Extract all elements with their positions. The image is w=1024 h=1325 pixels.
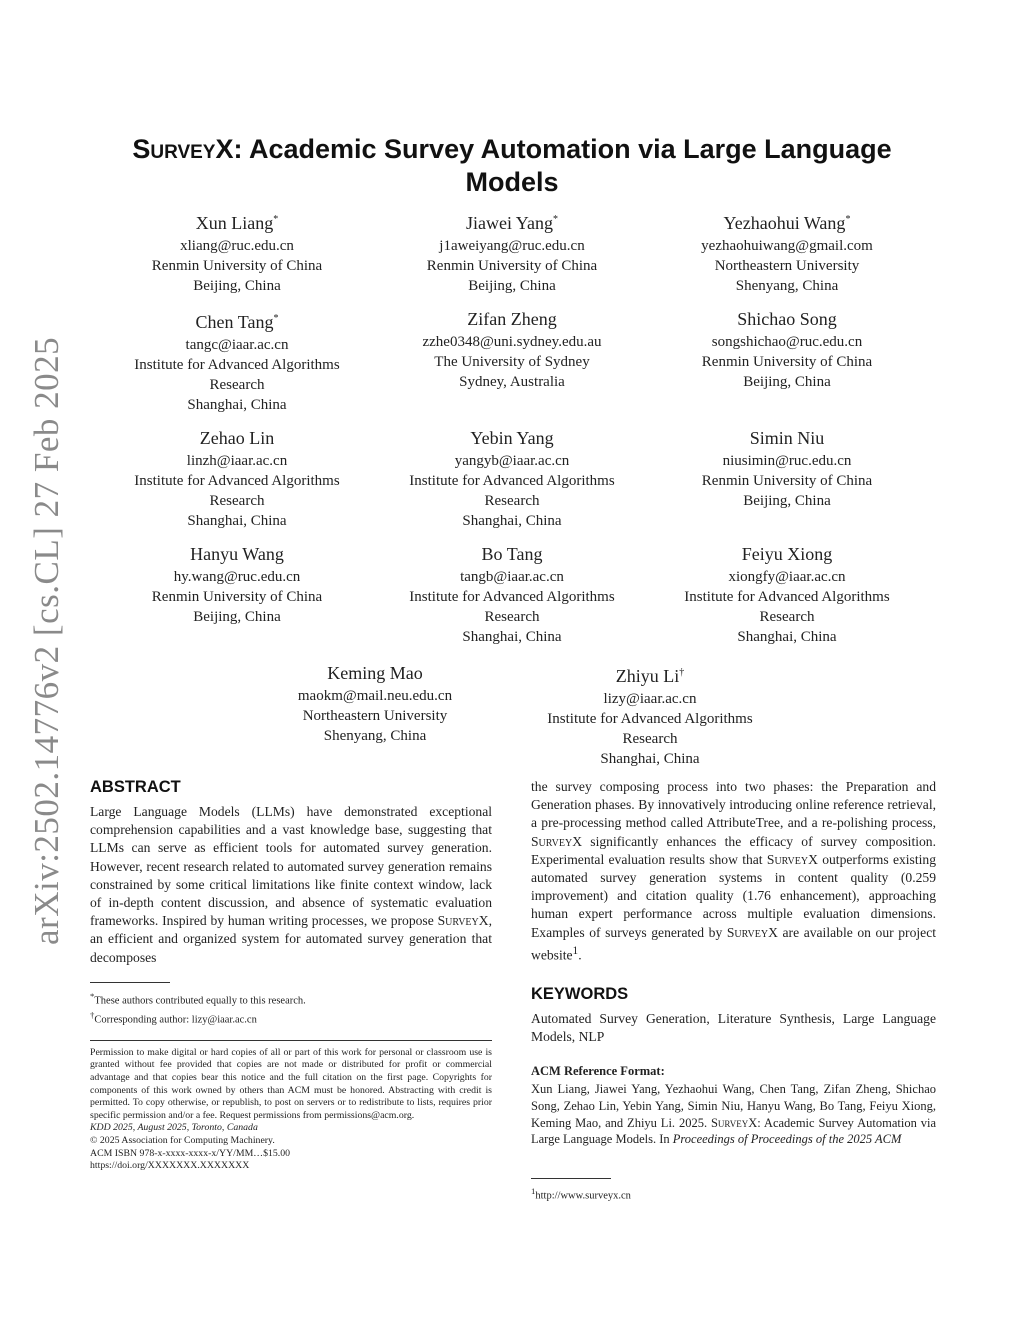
author-email: xliang@ruc.edu.cn (180, 238, 294, 254)
author-affiliation-cont: Research (622, 731, 678, 747)
author-mark: * (553, 214, 558, 225)
author-location: Shanghai, China (737, 629, 837, 645)
author-location: Beijing, China (193, 609, 281, 625)
author-email: j1aweiyang@ruc.edu.cn (439, 238, 585, 254)
acm-ref-text (531, 1081, 936, 1148)
footnote-mark: * (90, 990, 95, 1001)
author-block (652, 541, 922, 647)
author-block (652, 425, 922, 531)
doi-link[interactable]: https://doi.org/XXXXXXX.XXXXXXX (90, 1160, 250, 1172)
keywords-text: Automated Survey Generation, Literature Synthesis, Large Language Models, NLP (531, 1010, 936, 1044)
acm-ref-part: : Academic Survey Automation via Large Language Models. In (531, 1115, 936, 1147)
abstract-text-part: the survey composing process into two phases: the Preparation and Generation phases. By innovatively introducing online reference retrieval, a pre-processing method called AttributeTree, and a re-polishing process, (531, 779, 936, 831)
author-affiliation: Renmin University of China (426, 258, 598, 274)
author-email: lizy@iaar.ac.cn (603, 691, 697, 707)
abstract-brand: SurveyX (437, 913, 489, 929)
abstract-text-part: are available on our project website (531, 924, 936, 963)
conference-line: KDD 2025, August 2025, Toronto, Canada (90, 1122, 258, 1134)
author-email: hy.wang@ruc.edu.cn (173, 569, 301, 585)
author-name: Zifan Zheng (467, 309, 557, 329)
author-location: Shanghai, China (600, 751, 700, 767)
author-name: Bo Tang (481, 544, 543, 564)
author-affiliation: Institute for Advanced Algorithms (547, 711, 753, 727)
author-affiliation: Northeastern University (714, 258, 860, 274)
copyright-line: © 2025 Association for Computing Machinery. (90, 1134, 275, 1146)
authors-grid (102, 207, 922, 647)
author-name: Feiyu Xiong (741, 544, 833, 564)
title-brand: SurveyX (132, 134, 234, 164)
footnote-ref[interactable]: 1 (572, 944, 579, 957)
author-location: Beijing, China (193, 278, 281, 294)
abstract-text-part: . (578, 947, 582, 963)
footnote-mark: † (90, 1010, 95, 1021)
abstract-text-part: significantly enhances the efficacy of survey composition. Experimental evaluation results show that (531, 833, 936, 867)
author-email: linzh@iaar.ac.cn (186, 453, 288, 469)
author-name: Zhiyu Li (615, 666, 680, 686)
footnote-mark: 1 (531, 1186, 536, 1197)
abstract-text (90, 803, 492, 967)
authors-last-row (240, 660, 790, 769)
author-affiliation: Renmin University of China (701, 354, 873, 370)
abstract-continuation (531, 778, 936, 965)
abstract-heading: ABSTRACT (90, 778, 181, 796)
author-affiliation: The University of Sydney (434, 354, 590, 370)
abstract-brand: SurveyX (766, 851, 818, 867)
author-block (102, 541, 372, 647)
abstract-brand: SurveyX (531, 833, 583, 849)
author-affiliation: Renmin University of China (151, 589, 323, 605)
author-location: Shenyang, China (735, 278, 839, 294)
footnote-url (531, 1184, 936, 1204)
author-name: Zehao Lin (199, 428, 275, 448)
author-location: Shanghai, China (187, 397, 287, 413)
footnote-rule (90, 982, 170, 983)
author-block (652, 207, 922, 296)
author-block (102, 207, 372, 296)
author-email: yezhaohuiwang@gmail.com (701, 238, 873, 254)
author-affiliation: Institute for Advanced Algorithms (409, 589, 615, 605)
author-affiliation-cont: Research (484, 493, 540, 509)
author-email: maokm@mail.neu.edu.cn (297, 688, 453, 704)
author-block (372, 207, 652, 296)
author-affiliation-cont: Research (759, 609, 815, 625)
acm-ref-venue: Proceedings of Proceedings of the 2025 ACM (672, 1132, 902, 1147)
abstract-brand: SurveyX (726, 924, 778, 940)
author-mark: * (273, 214, 279, 225)
footnote-rule (531, 1178, 611, 1179)
arxiv-identifier: arXiv:2502.14776v2 [cs.CL] 27 Feb 2025 (27, 336, 66, 945)
acm-ref-part: Xun Liang, Jiawei Yang, Yezhaohui Wang, Chen Tang, Zifan Zheng, Shichao Song, Zehao Lin, Yebin Yang, Simin Niu, Hanyu Wang, Bo Tang, Feiyu Xiong, Keming Mao, and Zhiyu Li. 2025. (531, 1081, 936, 1130)
author-block (102, 306, 372, 415)
isbn-line: ACM ISBN 978-x-xxxx-xxxx-x/YY/MM…$15.00 (90, 1147, 291, 1159)
author-name: Shichao Song (737, 309, 837, 329)
author-email: yangyb@iaar.ac.cn (454, 453, 570, 469)
abstract-text-part: , an efficient and organized system for automated survey generation that decomposes (90, 913, 492, 965)
author-location: Beijing, China (743, 493, 831, 509)
author-block (510, 660, 790, 769)
keywords-heading: KEYWORDS (531, 984, 629, 1003)
author-affiliation-cont: Research (209, 493, 265, 509)
author-mark: * (845, 214, 851, 225)
author-affiliation: Renmin University of China (151, 258, 323, 274)
right-column (531, 778, 936, 1204)
abstract-text-part: outperforms existing automated survey generation systems in content quality (0.259 improvement) and citation quality (1.76 enhancement), approaching human expert performance across multiple evaluation dimensions. Examples of surveys generated by (531, 851, 936, 940)
footnote-url-link[interactable]: http://www.surveyx.cn (535, 1190, 631, 1202)
footnote-text: These authors contributed equally to this research. (94, 995, 306, 1007)
author-name: Chen Tang (195, 312, 274, 332)
title-rest: : Academic Survey Automation via Large Language Models (233, 134, 892, 197)
author-name: Jiawei Yang (465, 213, 553, 233)
author-location: Sydney, Australia (459, 374, 565, 390)
author-email: tangb@iaar.ac.cn (460, 569, 564, 585)
author-affiliation-cont: Research (484, 609, 540, 625)
author-name: Yebin Yang (470, 428, 554, 448)
left-column (90, 778, 492, 1173)
author-email: niusimin@ruc.edu.cn (722, 453, 852, 469)
author-name: Yezhaohui Wang (723, 213, 846, 233)
author-mark: † (679, 667, 685, 678)
author-block (372, 306, 652, 415)
author-email: zzhe0348@uni.sydney.edu.au (422, 334, 602, 350)
author-name: Xun Liang (195, 213, 274, 233)
permission-notice: Permission to make digital or hard copies of all or part of this work for personal or classroom use is granted without fee provided that copies are not made or distributed for profit or commercial advantage and that copies bear this notice and the full citation on the first page. Copyrights for components of this work owned by others than ACM must be honored. Abstracting with credit is permitted. To copy otherwise, or republish, to post on servers or to redistribute to lists, requires prior specific permission and/or a fee. Request permissions from permissions@acm.org. (90, 1046, 492, 1121)
author-name: Hanyu Wang (190, 544, 284, 564)
author-location: Beijing, China (468, 278, 556, 294)
abstract-text-part: Large Language Models (LLMs) have demonstrated exceptional comprehension capabilities and a vast knowledge base, suggesting that LLMs can serve as efficient tools for automated survey generation. However, recent research related to automated survey generation remains constrained by some critical limitations like finite context window, lack of in-depth content discussion, and absence of systematic evaluation frameworks. Inspired by human writing processes, we propose (90, 804, 492, 929)
author-affiliation-cont: Research (209, 377, 265, 393)
author-location: Shanghai, China (187, 513, 287, 529)
author-affiliation: Institute for Advanced Algorithms (409, 473, 615, 489)
author-block (102, 425, 372, 531)
author-name: Simin Niu (749, 428, 825, 448)
acm-ref-heading: ACM Reference Format: (531, 1063, 665, 1078)
author-email: xiongfy@iaar.ac.cn (728, 569, 846, 585)
author-email: songshichao@ruc.edu.cn (711, 334, 863, 350)
author-location: Shanghai, China (462, 513, 562, 529)
author-affiliation: Renmin University of China (701, 473, 873, 489)
author-location: Shanghai, China (462, 629, 562, 645)
author-block (652, 306, 922, 415)
author-block (372, 541, 652, 647)
author-block (372, 425, 652, 531)
author-name: Keming Mao (327, 663, 423, 683)
footnote-text: Corresponding author: lizy@iaar.ac.cn (94, 1014, 257, 1026)
author-location: Shenyang, China (323, 728, 427, 744)
author-affiliation: Northeastern University (302, 708, 448, 724)
author-affiliation: Institute for Advanced Algorithms (134, 473, 340, 489)
acm-ref-brand: SurveyX (710, 1115, 758, 1130)
author-mark: * (273, 313, 279, 324)
paper-title (110, 133, 914, 199)
author-block (240, 660, 510, 769)
author-affiliation: Institute for Advanced Algorithms (134, 357, 340, 373)
author-affiliation: Institute for Advanced Algorithms (684, 589, 890, 605)
footnote-equal (90, 989, 492, 1009)
author-location: Beijing, China (743, 374, 831, 390)
permission-rule (90, 1040, 492, 1041)
author-email: tangc@iaar.ac.cn (185, 337, 289, 353)
footnote-corresponding (90, 1008, 492, 1028)
